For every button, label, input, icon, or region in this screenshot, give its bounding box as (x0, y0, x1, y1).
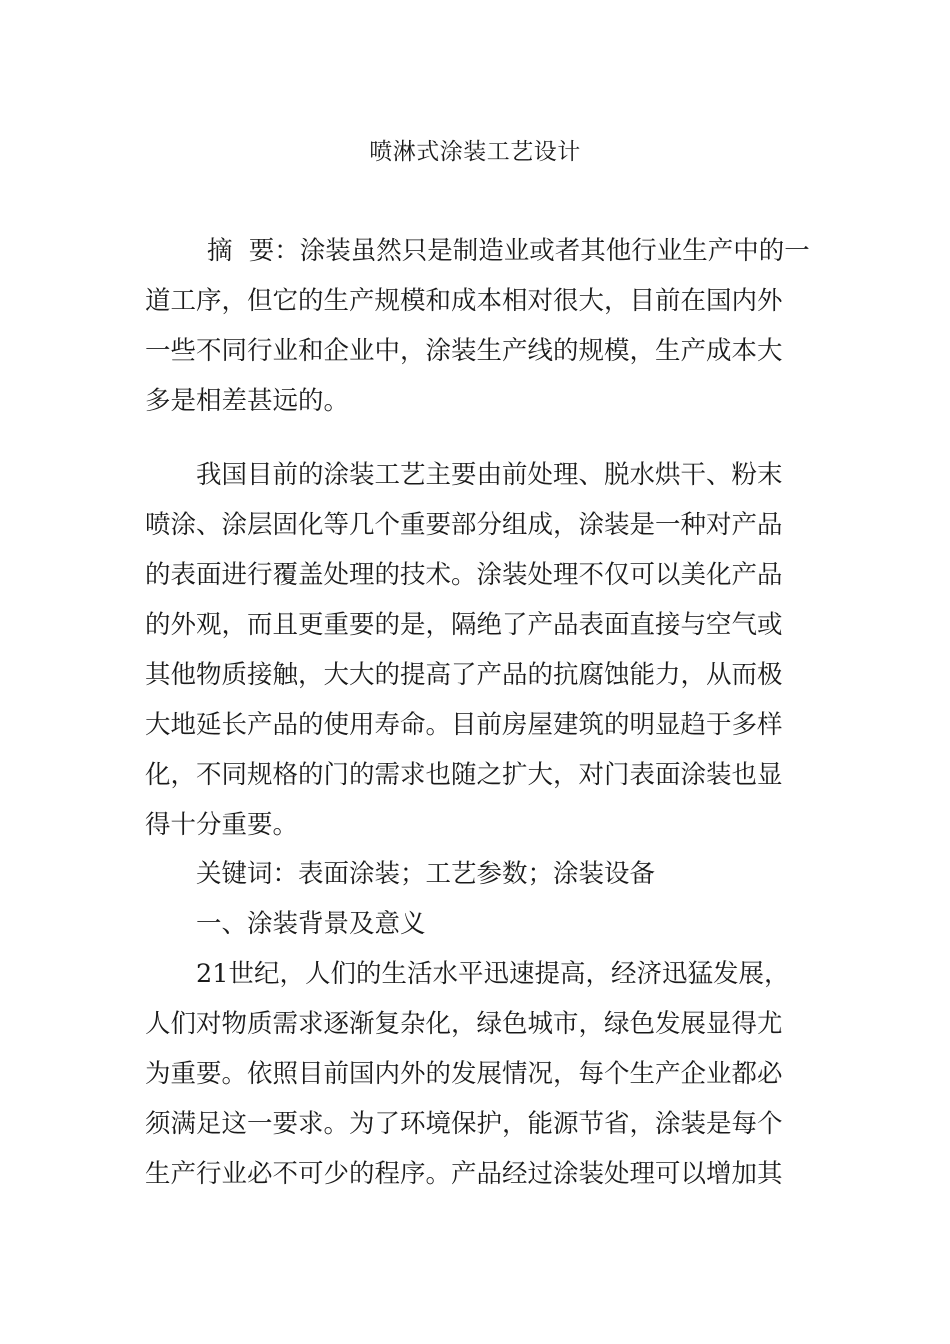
abstract-paragraph (145, 226, 810, 426)
paragraph-line: 其他物质接触，大大的提高了产品的抗腐蚀能力，从而极 (145, 660, 783, 690)
section-heading: 一、涂装背景及意义 (196, 909, 426, 939)
paragraph-line: 人们对物质需求逐渐复杂化，绿色城市，绿色发展显得尤 (145, 1009, 783, 1039)
paragraph-line: 得十分重要。 (145, 810, 299, 840)
abstract-line: 摘 要：涂装虽然只是制造业或者其他行业生产中的一 (207, 236, 810, 266)
paragraph-line: 的表面进行覆盖处理的技术。涂装处理不仅可以美化产品 (145, 560, 783, 590)
paragraph-line: 的外观，而且更重要的是，隔绝了产品表面直接与空气或 (145, 610, 783, 640)
keywords-line: 关键词：表面涂装；工艺参数；涂装设备 (196, 859, 656, 889)
paragraph-line: 大地延长产品的使用寿命。目前房屋建筑的明显趋于多样 (145, 710, 783, 740)
paragraph-line: 生产行业必不可少的程序。产品经过涂装处理可以增加其 (145, 1159, 783, 1189)
paragraph-line: 21世纪，人们的生活水平迅速提高，经济迅猛发展， (196, 959, 790, 989)
paragraph-line: 喷涂、涂层固化等几个重要部分组成，涂装是一种对产品 (145, 510, 783, 540)
body-paragraph-3 (145, 949, 790, 1199)
paragraph-line: 化，不同规格的门的需求也随之扩大，对门表面涂装也显 (145, 760, 783, 790)
keywords-block (145, 849, 785, 949)
abstract-line: 一些不同行业和企业中，涂装生产线的规模，生产成本大 (145, 336, 783, 366)
paragraph-line: 须满足这一要求。为了环境保护，能源节省，涂装是每个 (145, 1109, 783, 1139)
paragraph-line: 为重要。依照目前国内外的发展情况，每个生产企业都必 (145, 1059, 783, 1089)
abstract-line: 多是相差甚远的。 (145, 386, 350, 416)
paragraph-line: 我国目前的涂装工艺主要由前处理、脱水烘干、粉末 (196, 460, 783, 490)
abstract-line: 道工序，但它的生产规模和成本相对很大，目前在国内外 (145, 286, 783, 316)
document-title: 喷淋式涂装工艺设计 (369, 139, 581, 165)
body-paragraph-2 (145, 450, 785, 850)
